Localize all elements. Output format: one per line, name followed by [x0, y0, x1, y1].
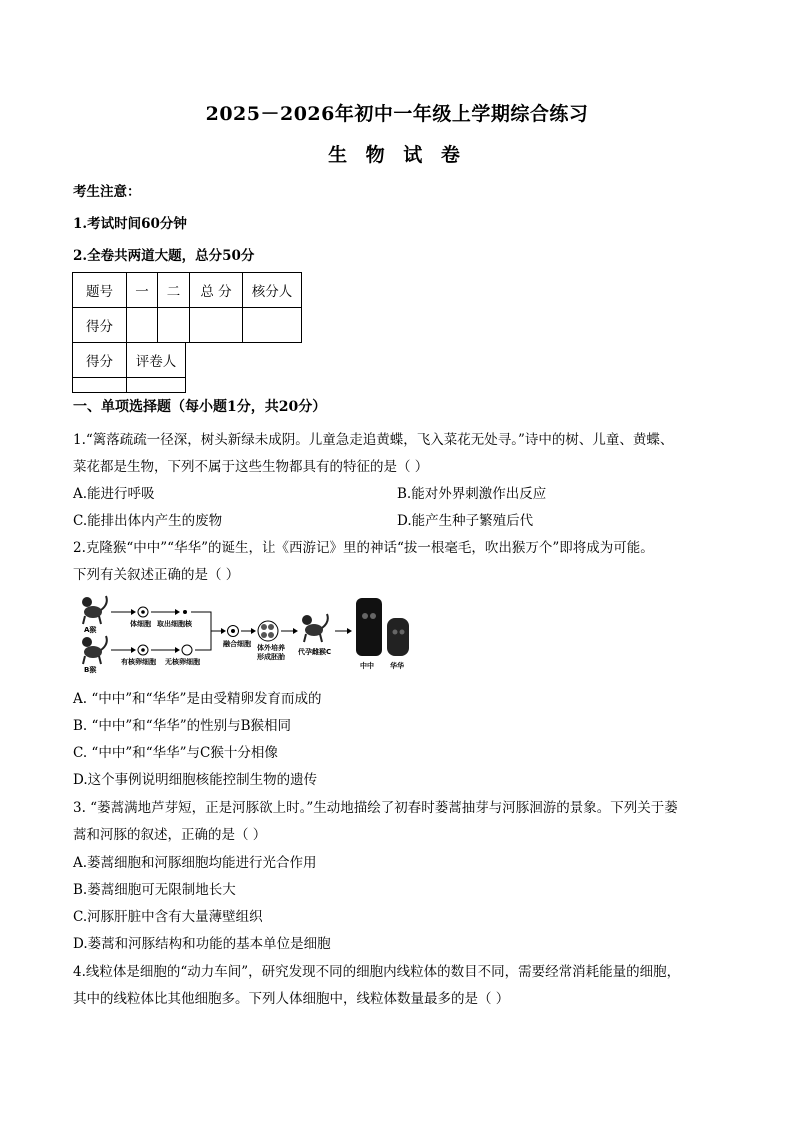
nucleus-icon: [183, 610, 187, 614]
cloning-diagram: [73, 590, 433, 676]
nucleus-dot: [141, 610, 145, 614]
q3-option-b[interactable]: B.蒌蒿细胞可无限制地长大: [73, 882, 236, 898]
arrow-head: [347, 628, 352, 634]
monkey-b-label: B猴: [84, 666, 97, 674]
arrow-head: [293, 628, 298, 634]
question-3-stem: 3. “蒌蒿满地芦芽短，正是河豚欲上时。”生动地描绘了初春时蒌蒿抽芽与河豚洄游的景象。下列关于蒌: [73, 800, 678, 816]
q3-option-d[interactable]: D.蒌蒿和河豚结构和功能的基本单位是细胞: [73, 936, 331, 952]
arrow-head: [221, 628, 226, 634]
q1-option-c[interactable]: C.能排出体内产生的废物: [73, 513, 223, 529]
label-fused-cell: 融合细胞: [223, 640, 251, 648]
grader-table: [72, 342, 186, 393]
label-surrogate: 代孕雌猴C: [298, 648, 332, 656]
label-culture: 体外培养: [257, 644, 285, 652]
grader-header-cell: 评卷人: [127, 343, 186, 378]
enucleated-egg-icon: [182, 645, 192, 655]
grader-header-cell: 得分: [73, 343, 127, 378]
notice-item-2: 2.全卷共两道大题，总分50分: [73, 248, 255, 264]
score-header-cell: 核分人: [243, 273, 302, 308]
monkey-a-icon: [82, 596, 107, 624]
score-cell[interactable]: [158, 308, 190, 343]
question-2-stem: 2.克隆猴“中中”“华华”的诞生，让《西游记》里的神话“拔一根毫毛，吹出猴万个”即将成为可能。: [73, 540, 654, 556]
q3-option-c[interactable]: C.河豚肝脏中含有大量薄壁组织: [73, 909, 263, 925]
arrow-head: [131, 647, 136, 653]
question-3-stem: 蒿和河豚的叙述，正确的是（ ）: [73, 827, 267, 843]
question-4-stem: 其中的线粒体比其他细胞多。下列人体细胞中，线粒体数量最多的是（ ）: [73, 991, 510, 1007]
label-zhongzhong: 中中: [360, 662, 374, 670]
section-1-heading: 一、单项选择题（每小题1分，共20分）: [73, 399, 327, 415]
label-egg-with-nucleus: 有核卵细胞: [121, 658, 156, 666]
merge-bracket: [191, 612, 211, 650]
score-cell[interactable]: [243, 308, 302, 343]
q2-option-b[interactable]: B. “中中”和“华华”的性别与B猴相同: [73, 718, 292, 734]
score-table-header-row: [73, 273, 302, 308]
monkey-a-label: A猴: [84, 626, 97, 634]
score-header-cell: 二: [158, 273, 190, 308]
question-1-stem: 1.“篱落疏疏一径深，树头新绿未成阴。儿童急走追黄蝶，飞入菜花无处寻。”诗中的树、儿童、黄蝶、: [73, 432, 674, 448]
arrow-head: [131, 609, 136, 615]
arrow-head: [175, 609, 180, 615]
grader-table-header-row: [73, 343, 186, 378]
q2-option-c[interactable]: C. “中中”和“华华”与C猴十分相像: [73, 745, 278, 761]
score-table-row: [73, 308, 302, 343]
notice-item-1: 1.考试时间60分钟: [73, 216, 187, 232]
arrow-head: [175, 647, 180, 653]
label-somatic-cell: 体细胞: [130, 620, 151, 628]
surrogate-monkey-icon: [302, 614, 328, 642]
exam-title: 2025－2026年初中一年级上学期综合练习: [205, 103, 589, 125]
q1-option-d[interactable]: D.能产生种子繁殖后代: [397, 513, 534, 529]
question-1-stem: 菜花都是生物，下列不属于这些生物都具有的特征的是（ ）: [73, 459, 429, 475]
embryo-icon: [258, 621, 278, 641]
label-egg-no-nucleus: 无核卵细胞: [165, 658, 200, 666]
score-header-cell: 一: [127, 273, 158, 308]
score-cell[interactable]: [190, 308, 243, 343]
grader-cell[interactable]: [73, 378, 127, 393]
question-2-stem: 下列有关叙述正确的是（ ）: [73, 567, 240, 583]
label-embryo: 形成胚胎: [257, 653, 285, 661]
baby-monkey-zhongzhong-icon: [356, 598, 382, 656]
score-cell[interactable]: [127, 308, 158, 343]
monkey-b-icon: [82, 636, 107, 664]
arrow-head: [251, 628, 256, 634]
score-row-label: 得分: [73, 308, 127, 343]
baby-monkey-huahua-icon: [387, 618, 409, 656]
label-take-nucleus: 取出细胞核: [157, 620, 192, 628]
label-huahua: 华华: [390, 662, 404, 670]
q1-option-a[interactable]: A.能进行呼吸: [73, 486, 155, 502]
exam-subtitle: 生 物 试 卷: [328, 144, 466, 166]
nucleus-dot: [231, 629, 235, 633]
grader-table-row: [73, 378, 186, 393]
nucleus-dot: [141, 648, 145, 652]
score-header-cell: 总 分: [190, 273, 243, 308]
q2-option-d[interactable]: D.这个事例说明细胞核能控制生物的遗传: [73, 772, 318, 788]
score-header-cell: 题号: [73, 273, 127, 308]
q3-option-a[interactable]: A.蒌蒿细胞和河豚细胞均能进行光合作用: [73, 855, 317, 871]
question-4-stem: 4.线粒体是细胞的“动力车间”，研究发现不同的细胞内线粒体的数目不同，需要经常消耗能量的细胞，: [73, 964, 681, 980]
q1-option-b[interactable]: B.能对外界刺激作出反应: [397, 486, 547, 502]
notice-heading: 考生注意：: [73, 184, 141, 200]
grader-cell[interactable]: [127, 378, 186, 393]
q2-option-a[interactable]: A. “中中”和“华华”是由受精卵发育而成的: [73, 691, 322, 707]
score-table: [72, 272, 302, 343]
